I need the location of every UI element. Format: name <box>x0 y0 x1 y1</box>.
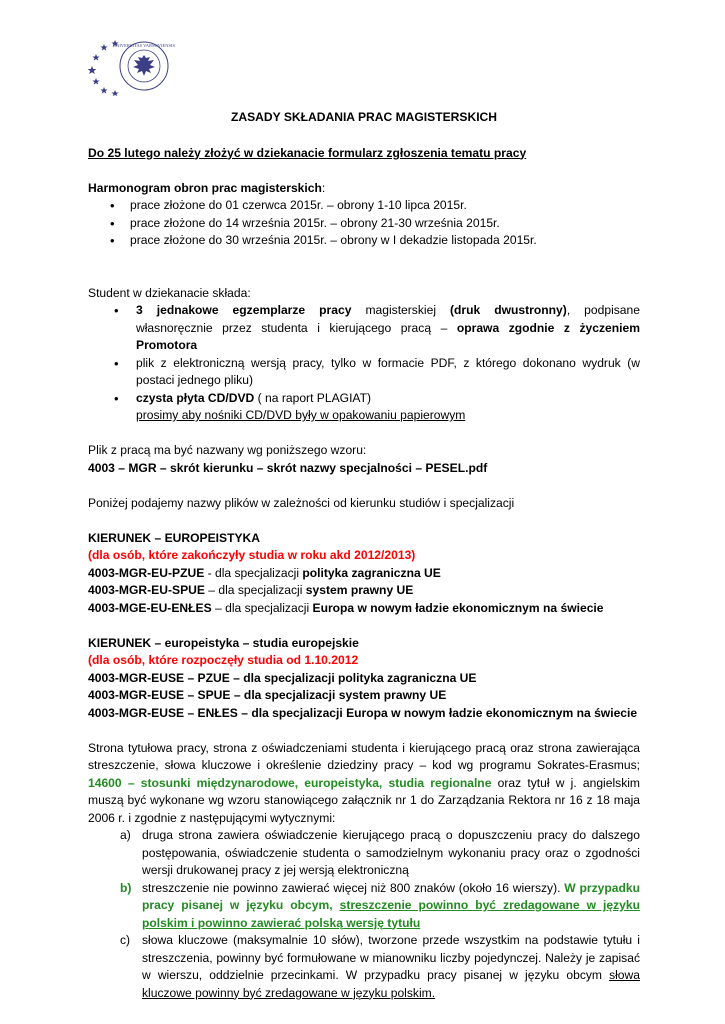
submission-list <box>88 302 640 425</box>
kierunek1-note: (dla osób, które zakończyły studia w roku akd 2012/2013) <box>88 548 416 562</box>
deadline-notice: Do 25 lutego należy złożyć w dziekanacie formularz zgłoszenia tematu pracy <box>88 145 527 160</box>
university-logo <box>84 36 180 96</box>
kierunek2-note: (dla osób, które rozpoczęły studia od 1.10.2012 <box>88 653 359 667</box>
file-name-row: 4003-MGE-EU-ENŁES – dla specjalizacji Europa w nowym ładzie ekonomicznym na świecie <box>88 600 604 615</box>
page-title: ZASADY SKŁADANIA PRAC MAGISTERSKICH <box>230 110 498 124</box>
file-name-row: 4003-MGR-EUSE – SPUE – dla specjalizacji system prawny UE <box>88 688 447 702</box>
naming-note: Poniżej podajemy nazwy plików w zależności od kierunku studiów i specjalizacji <box>88 495 515 510</box>
file-name-row: 4003-MGR-EU-SPUE – dla specjalizacji system prawny UE <box>88 583 414 597</box>
file-name-row: 4003-MGR-EUSE – ENŁES – dla specjalizacji Europa w nowym ładzie ekonomicznym na świecie <box>88 705 638 720</box>
list-item: • plik z elektroniczną wersją pracy, tylko w formacie PDF, z którego dokonano wydruk (w postaci jednego pliku) <box>88 355 640 390</box>
list-item: b) streszczenie nie powinno zawierać więcej niż 800 znaków (około 16 wierszy). W przypadku pracy pisanej w języku obcym, streszczenie powinno być zredagowane w języku polskim i powinno zawierać polską wersję tytułu <box>120 880 640 930</box>
file-name-row: 4003-MGR-EU-PZUE - dla specjalizacji polityka zagraniczna UE <box>88 565 441 580</box>
naming-intro: Plik z pracą ma być nazwany wg poniższego wzoru: <box>88 443 367 457</box>
guidelines-list <box>88 827 640 1002</box>
list-item: • prace złożone do 30 września 2015r. – obrony w I dekadzie listopada 2015r. <box>88 232 640 250</box>
list-item: a) druga strona zawiera oświadczenie kierującego pracą o dopuszczeniu pracy do dalszego postępowania, oświadczenie studenta o samodzielnym wykonaniu pracy oraz o zgodności wersji drukowanej pracy z jej wersją elektroniczną <box>120 828 640 877</box>
kierunek1-title: KIERUNEK – EUROPEISTYKA <box>88 530 261 545</box>
content <box>88 102 640 1002</box>
list-item: • prace złożone do 01 czerwca 2015r. – obrony 1-10 lipca 2015r. <box>88 197 640 215</box>
schedule-list <box>88 197 640 250</box>
svg-text:UNIVERSITAS VARSOVIENSIS: UNIVERSITAS VARSOVIENSIS <box>112 43 176 48</box>
submission-intro: Student w dziekanacie składa: <box>88 285 251 300</box>
list-item: • prace złożone do 14 września 2015r. – obrony 21-30 września 2015r. <box>88 215 640 233</box>
title-page-paragraph: Strona tytułowa pracy, strona z oświadczeniami studenta i kierującego pracą oraz strona zawierająca streszczenie, słowa kluczowe i określenie dziedziny pracy – kod wg programu Sokrates-Erasmus; 14600 – stosunki międzynarodowe, europeistyka, studia regionalne oraz tytuł w j. angielskim muszą być wykonane wg wzoru stanowiącego załącznik nr 1 do Zarządzania Rektora nr 16 z 18 maja 2006 r. i zgodnie z następującymi wytycznymi: <box>88 740 640 825</box>
naming-pattern: 4003 – MGR – skrót kierunku – skrót nazwy specjalności – PESEL.pdf <box>88 460 488 475</box>
list-item: • czysta płyta CD/DVD ( na raport PLAGIAT) prosimy aby nośniki CD/DVD były w opakowaniu papierowym <box>88 390 640 425</box>
list-item: • 3 jednakowe egzemplarze pracy magisterskiej (druk dwustronny), podpisane własnoręcznie przez studenta i kierującego pracą – oprawa zgodnie z życzeniem Promotora <box>88 302 640 355</box>
schedule-heading: Harmonogram obron prac magisterskich: <box>88 180 326 195</box>
file-name-row: 4003-MGR-EUSE – PZUE – dla specjalizacji polityka zagraniczna UE <box>88 670 477 685</box>
kierunek2-title: KIERUNEK – europeistyka – studia europejskie <box>88 635 359 650</box>
list-item: c) słowa kluczowe (maksymalnie 10 słów), tworzone przede wszystkim na podstawie tytułu i streszczenia, powinny być formułowane w mianowniku liczby pojedynczej. Należy je zapisać w wierszu, oddzielnie przecinkami. W przypadku pracy pisanej w języku obcym słowa kluczowe powinny być zredagowane w języku polskim. <box>120 933 640 1000</box>
